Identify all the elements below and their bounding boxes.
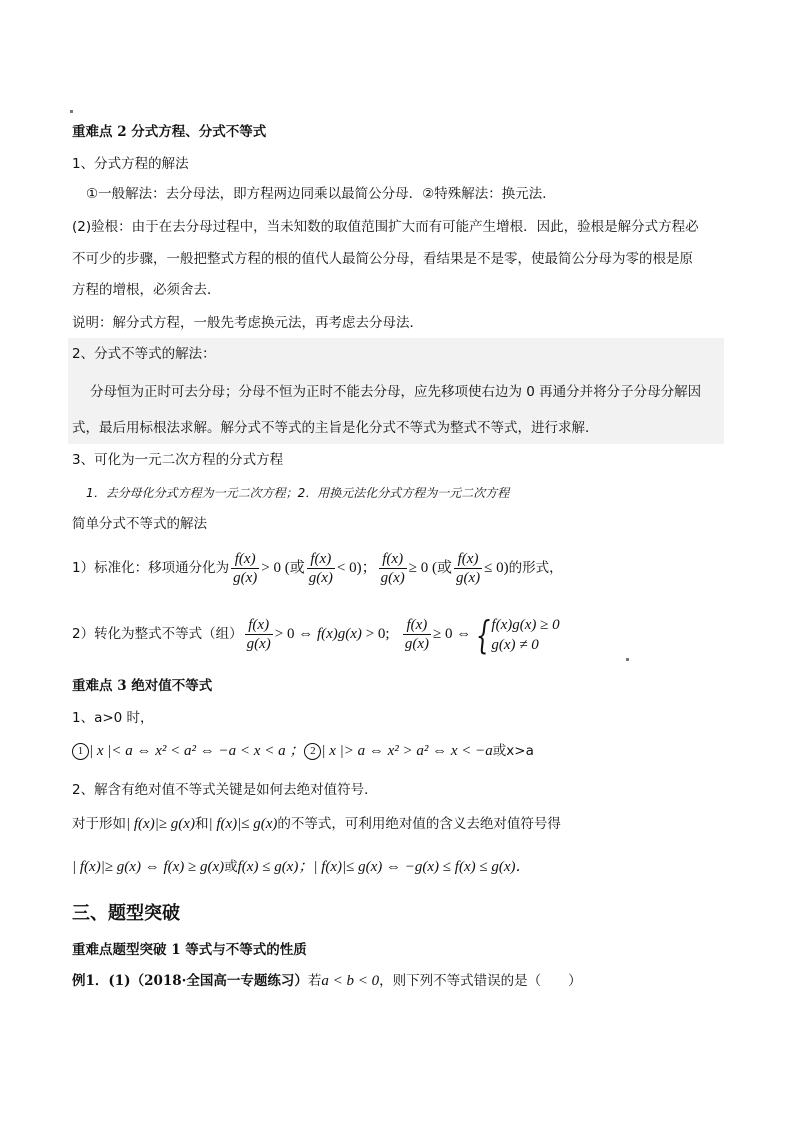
key3-item2: 2、解含有绝对值不等式关键是如何去绝对值符号． [72,782,378,798]
key2-s1-line1: ①一般解法：去分母法，即方程两边同乘以最简公分母．②特殊解法：换元法． [86,186,556,202]
simple-title: 简单分式不等式的解法 [72,516,207,532]
key2-s2-line1: 分母恒为正时可去分母；分母不恒为正时不能去分母，应先移项使右边为 0 再通分并将分子分母分解因 [90,384,702,400]
margin-mark-2 [626,658,629,661]
key3-result-line: | f(x)|≥ g(x) ⇔ f(x) ≥ g(x)或f(x) ≤ g(x)；| f(x)|≤ g(x) ⇔ −g(x) ≤ f(x) ≤ g(x)． [72,859,531,875]
example-text-a: 若 [307,973,322,989]
step2-prefix: 2）转化为整式不等式（组） [72,626,243,642]
part3-sub: 重难点题型突破 1 等式与不等式的性质 [72,942,307,958]
step2-formula: $\frac{f(x)}{g(x)}$ > 0 ⇔ f(x)g(x) > 0; $\frac{f(x)}{g(x)}$ ≥ 0 ⇔ { f(x)g(x) ≥ 0 g(x) ≠ 0 [246,612,560,657]
key2-s1-title: 1、分式方程的解法 [72,156,189,172]
key3-item3: 对于形如| f(x)|≥ g(x)和| f(x)|≤ g(x)的不等式，可利用绝对值的含义去绝对值符号得 [72,816,561,832]
margin-mark [70,110,73,113]
item3-lead: 对于形如 [72,816,126,832]
example-text-b: ，则下列不等式错误的是（ ） [379,973,582,989]
example-label: 例1． [72,973,109,989]
step1-formula: $\frac{f(x)}{g(x)}$ > 0 (或 $\frac{f(x)}{g(x)}$ < 0)； $\frac{f(x)}{g(x)}$ ≥ 0 (或 $\frac{f(x)}{g(x)}$ ≤ 0) [233,551,509,587]
step1-line [72,548,563,588]
step2-line [72,612,560,656]
item3-and: 和 [194,816,209,832]
part3-heading: 三、题型突破 [72,903,180,924]
or-text-2: 或 [224,859,238,875]
key2-s1-check-1: (2)验根：由于在去分母过程中，当未知数的取值范围扩大而有可能产生增根．因此，验根是解分式方程必 [72,219,699,235]
key3-heading: 重难点 3 绝对值不等式 [72,678,213,694]
example-math: a < b < 0 [321,973,380,989]
key2-s1-check-3: 方程的增根，必须舍去． [72,282,221,298]
key2-heading: 重难点 2 分式方程、分式不等式 [72,124,267,140]
key2-s1-check-2: 不可少的步骤，一般把整式方程的根的值代人最简公分母，看结果是不是零，使最简公分母为零的根是原 [72,251,693,267]
step1-suffix: 的形式， [508,560,563,576]
item3-tail: 的不等式，可利用绝对值的含义去绝对值符号得 [277,816,561,832]
example-1-line [72,972,582,990]
example-source: (1)（2018·全国高一专题练习） [108,973,308,989]
tail-xa: x>a [506,743,534,759]
step1-prefix: 1）标准化：移项通分化为 [72,560,230,576]
key2-s2-title: 2、分式不等式的解法： [72,346,216,362]
key3-formula-line [72,742,534,760]
key2-s1-note: 说明：解分式方程，一般先考虑换元法，再考虑去分母法． [72,315,423,331]
key2-s3-line1: 1．去分母化分式方程为一元二次方程；2．用换元法化分式方程为一元二次方程 [86,486,510,500]
key2-s2-line2: 式，最后用标根法求解。解分式不等式的主旨是化分式不等式为整式不等式，进行求解． [72,420,599,436]
key3-item1: 1、a>0 时， [72,710,154,726]
or-text: 或 [492,743,507,759]
abs-formula: 1 | x |< a ⇔ x² < a² ⇔ −a < x < a ； 2 | x |> a ⇔ x² > a² ⇔ x < −a [72,743,493,759]
key2-s3-title: 3、可化为一元二次方程的分式方程 [72,452,284,468]
